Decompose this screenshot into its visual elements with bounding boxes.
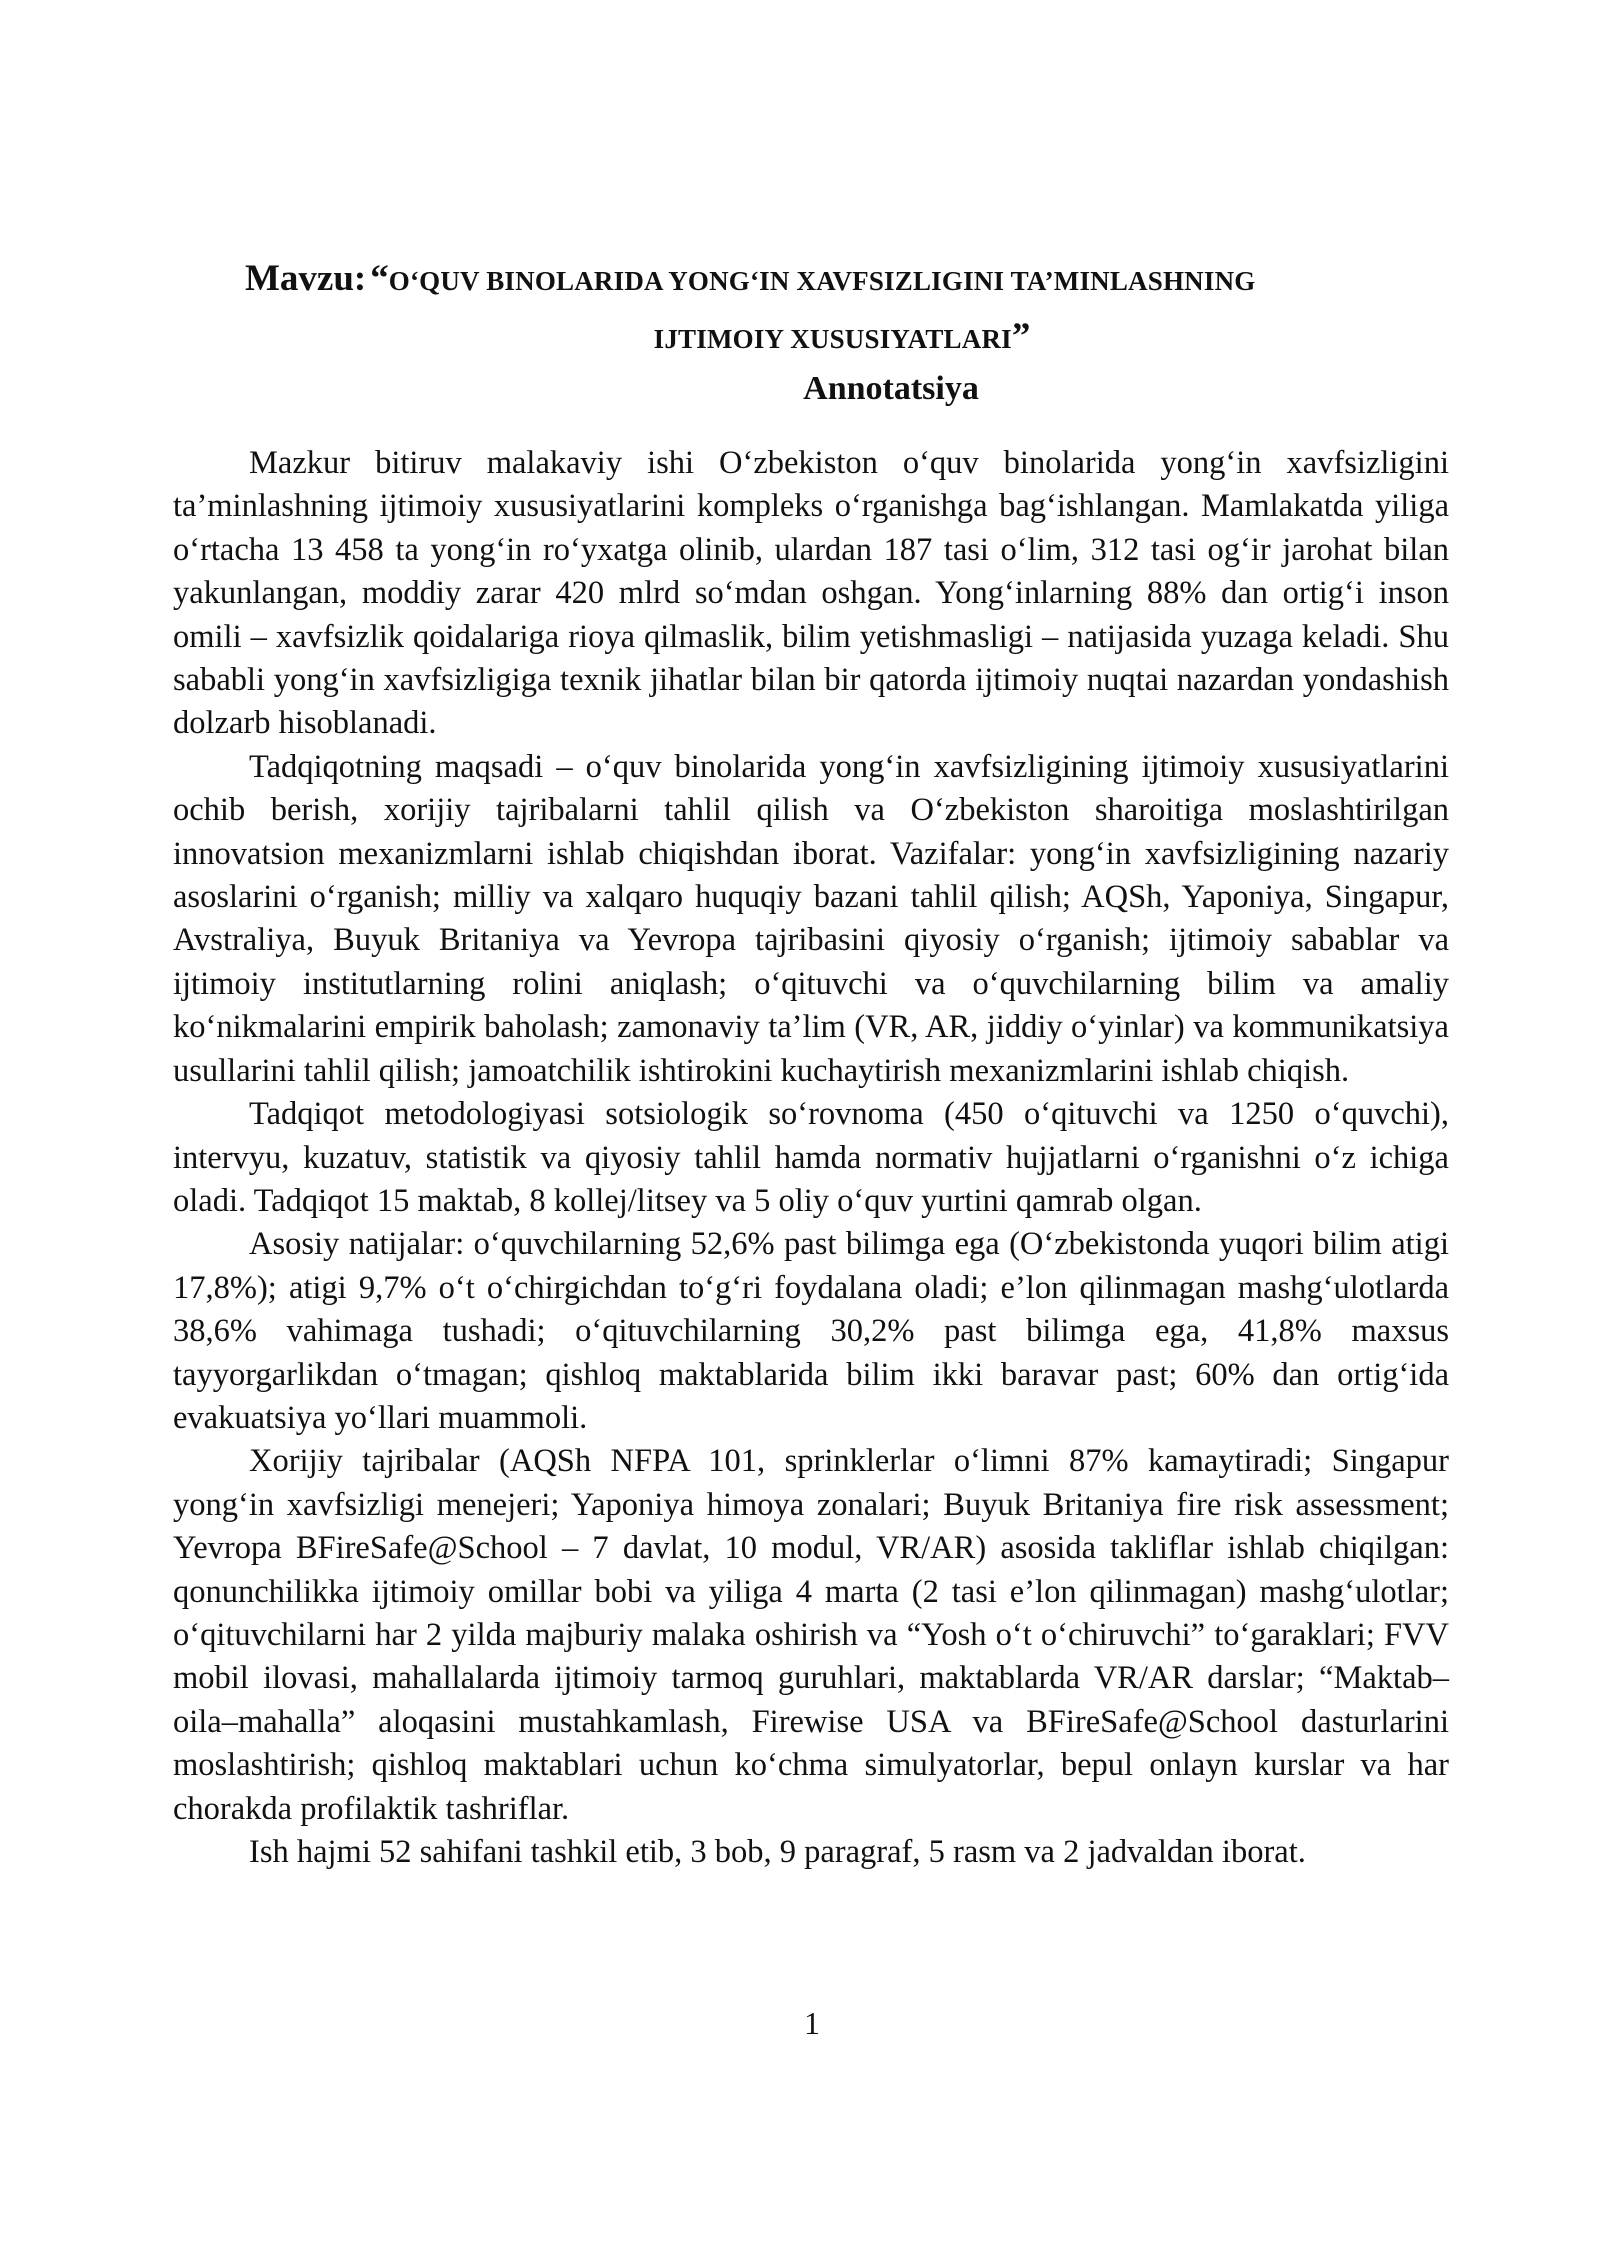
paragraph-recommendations: Xorijiy tajribalar (AQSh NFPA 101, sprinklerlar o‘limni 87% kamaytiradi; Singapur yong‘in xavfsizligi menejeri; Yaponiya himoya zonalari; Buyuk Britaniya fire risk assessment; Yevropa BFireSafe@School – 7 davlat, 10 modul, VR/AR) asosida takliflar ishlab chiqilgan: qonunchilikka ijtimoiy omillar bobi va yiliga 4 marta (2 tasi e’lon qilinmagan) mashg‘ulotlar; o‘qituvchilarni har 2 yilda majburiy malaka oshirish va “Yosh o‘t o‘chiruvchi” to‘garaklari; FVV mobil ilovasi, mahallalarda ijtimoiy tarmoq guruhlari, maktablarda VR/AR darslar; “Maktab–oila–mahalla” aloqasini mustahkamlash, Firewise USA va BFireSafe@School dasturlarini moslashtirish; qishloq maktablari uchun ko‘chma simulyatorlar, bepul onlayn kurslar va har chorakda profilaktik tashriflar. xyxy=(173,1443,1449,1827)
title-line-1 xyxy=(173,250,1449,315)
document-title xyxy=(173,250,1449,366)
title-text-line-1: O‘QUV BINOLARIDA YONG‘IN XAVFSIZLIGINI TA’MINLASHNING xyxy=(388,266,1256,296)
paragraph-results: Asosiy natijalar: o‘quvchilarning 52,6% past bilimga ega (O‘zbekistonda yuqori bilim atigi 17,8%); atigi 9,7% o‘t o‘chirgichdan to‘g‘ri foydalana oladi; e’lon qilinmagan mashg‘ulotlarda 38,6% vahimaga tushadi; o‘qituvchilarning 30,2% past bilimga ega, 41,8% maxsus tayyorgarlikdan o‘tmagan; qishloq maktablarida bilim ikki baravar past; 60% dan ortig‘ida evakuatsiya yo‘llari muammoli. xyxy=(173,1226,1449,1436)
title-label: Mavzu: xyxy=(245,258,367,299)
paragraph-methodology: Tadqiqot metodologiyasi sotsiologik so‘rovnoma (450 o‘qituvchi va 1250 o‘quvchi), intervyu, kuzatuv, statistik va qiyosiy tahlil hamda normativ hujjatlarni o‘rganishni o‘z ichiga oladi. Tadqiqot 15 maktab, 8 kollej/litsey va 5 oliy o‘quv yurtini qamrab olgan. xyxy=(173,1096,1449,1219)
title-line-2 xyxy=(235,315,1449,366)
page-number: 1 xyxy=(804,2005,820,2041)
title-text-line-2: IJTIMOIY XUSUSIYATLARI xyxy=(653,324,1012,354)
paragraph-goals: Tadqiqotning maqsadi – o‘quv binolarida yong‘in xavfsizligining ijtimoiy xususiyatlarini ochib berish, xorijiy tajribalarni tahlil qilish va O‘zbekiston sharoitiga moslashtirilgan innovatsion mexanizmlarni ishlab chiqishdan iborat. Vazifalar: yong‘in xavfsizligining nazariy asoslarini o‘rganish; milliy va xalqaro huquqiy bazani tahlil qilish; AQSh, Yaponiya, Singapur, Avstraliya, Buyuk Britaniya va Yevropa tajribasini qiyosiy o‘rganish; ijtimoiy sabablar va ijtimoiy institutlarning rolini aniqlash; o‘qituvchi va o‘quvchilarning bilim va amaliy ko‘nikmalarini empirik baholash; zamonaviy ta’lim (VR, AR, jiddiy o‘yinlar) va kommunikatsiya usullarini tahlil qilish; jamoatchilik ishtirokini kuchaytirish mexanizmlarini ishlab chiqish. xyxy=(173,748,1449,1089)
paragraph-intro: Mazkur bitiruv malakaviy ishi O‘zbekiston o‘quv binolarida yong‘in xavfsizligini ta’minlashning ijtimoiy xususiyatlarini kompleks o‘rganishga bag‘ishlangan. Mamlakatda yiliga o‘rtacha 13 458 ta yong‘in ro‘yxatga olinib, ulardan 187 tasi o‘lim, 312 tasi og‘ir jarohat bilan yakunlangan, moddiy zarar 420 mlrd so‘mdan oshgan. Yong‘inlarning 88% dan ortig‘i inson omili – xavfsizlik qoidalariga rioya qilmaslik, bilim yetishmasligi – natijasida yuzaga keladi. Shu sababli yong‘in xavfsizligiga texnik jihatlar bilan bir qatorda ijtimoiy nuqtai nazardan yondashish dolzarb hisoblanadi. xyxy=(173,445,1449,742)
paragraph-volume: Ish hajmi 52 sahifani tashkil etib, 3 bob, 9 paragraf, 5 rasm va 2 jadvaldan iborat. xyxy=(249,1834,1306,1870)
title-open-quote: “ xyxy=(370,258,389,299)
title-close-quote: ” xyxy=(1011,316,1031,357)
document-body xyxy=(173,250,1449,1874)
annotation-heading: Annotatsiya xyxy=(803,370,979,407)
